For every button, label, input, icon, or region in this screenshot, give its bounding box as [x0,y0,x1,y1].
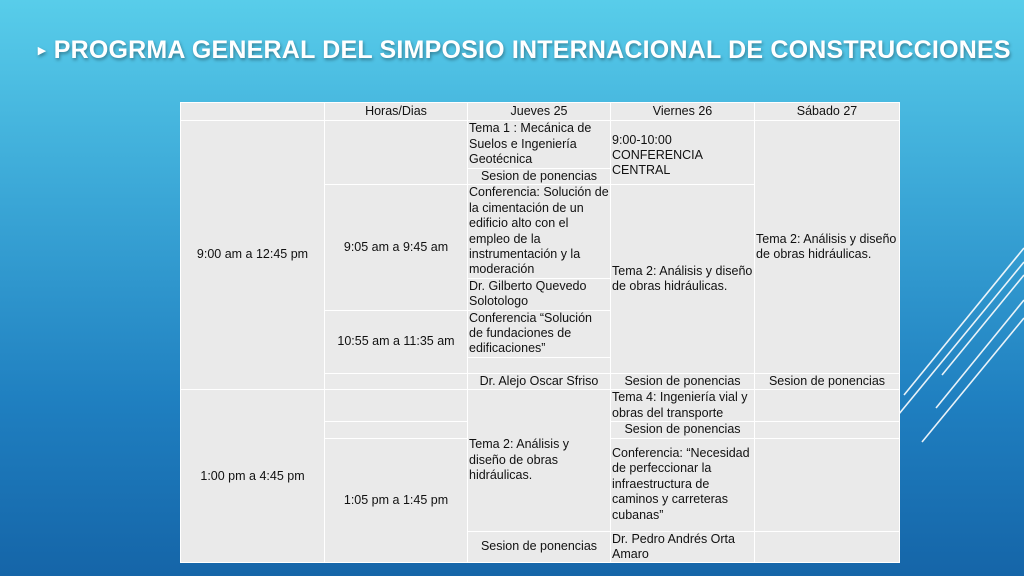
fri-tema2: Tema 2: Análisis y diseño de obras hidráulicas. [611,185,755,373]
empty-cell [755,422,900,438]
thu-speaker-1: Dr. Gilberto Quevedo Solotologo [468,278,611,310]
morning-block: 9:00 am a 12:45 pm [181,121,325,390]
thu-tema2: Tema 2: Análisis y diseño de obras hidráulicas. [468,390,611,531]
slide-title-text: PROGRMA GENERAL DEL SIMPOSIO INTERNACIONAL DE CONSTRUCCIONES [53,36,1011,64]
fri-ponencias-1: Sesion de ponencias [611,373,755,389]
empty-cell [468,357,611,373]
empty-cell [325,390,468,422]
thu-speaker-2: Dr. Alejo Oscar Sfriso [468,373,611,389]
empty-cell [325,422,468,438]
empty-cell [755,438,900,531]
sat-ponencias: Sesion de ponencias [755,373,900,389]
fri-central-conference: 9:00-10:00 CONFERENCIA CENTRAL [611,121,755,185]
thu-ponencias-2: Sesion de ponencias [468,531,611,563]
thu-conference-2: Conferencia “Solución de fundaciones de edificaciones” [468,310,611,357]
bullet-icon: ▸ [38,42,46,59]
empty-cell [755,390,900,422]
slot-morning-1: 9:05 am a 9:45 am [325,185,468,310]
empty-cell [755,531,900,563]
thu-tema1: Tema 1 : Mecánica de Suelos e Ingeniería Geotécnica [468,121,611,169]
header-saturday: Sábado 27 [755,103,900,121]
sat-tema2: Tema 2: Análisis y diseño de obras hidráulicas. [755,121,900,374]
fri-conference: Conferencia: “Necesidad de perfeccionar la infraestructura de caminos y carreteras cubanas” [611,438,755,531]
thu-conference-1: Conferencia: Solución de la cimentación de un edificio alto con el empleo de la instrumentación y la moderación [469,185,609,277]
header-hours: Horas/Dias [325,103,468,121]
schedule-table [180,102,900,563]
header-thursday: Jueves 25 [468,103,611,121]
fri-ponencias-2: Sesion de ponencias [611,422,755,438]
afternoon-block: 1:00 pm a 4:45 pm [181,390,325,563]
slot-afternoon-1: 1:05 pm a 1:45 pm [325,438,468,563]
empty-cell [325,373,468,389]
header-blank [181,103,325,121]
decorative-lines [894,0,1024,576]
fri-tema4: Tema 4: Ingeniería vial y obras del transporte [611,390,755,422]
fri-speaker: Dr. Pedro Andrés Orta Amaro [611,531,755,563]
thu-ponencias-1: Sesion de ponencias [468,169,611,185]
slide-title [38,36,1011,65]
slot-morning-2: 10:55 am a 11:35 am [325,310,468,373]
header-friday: Viernes 26 [611,103,755,121]
empty-slot [325,121,468,185]
